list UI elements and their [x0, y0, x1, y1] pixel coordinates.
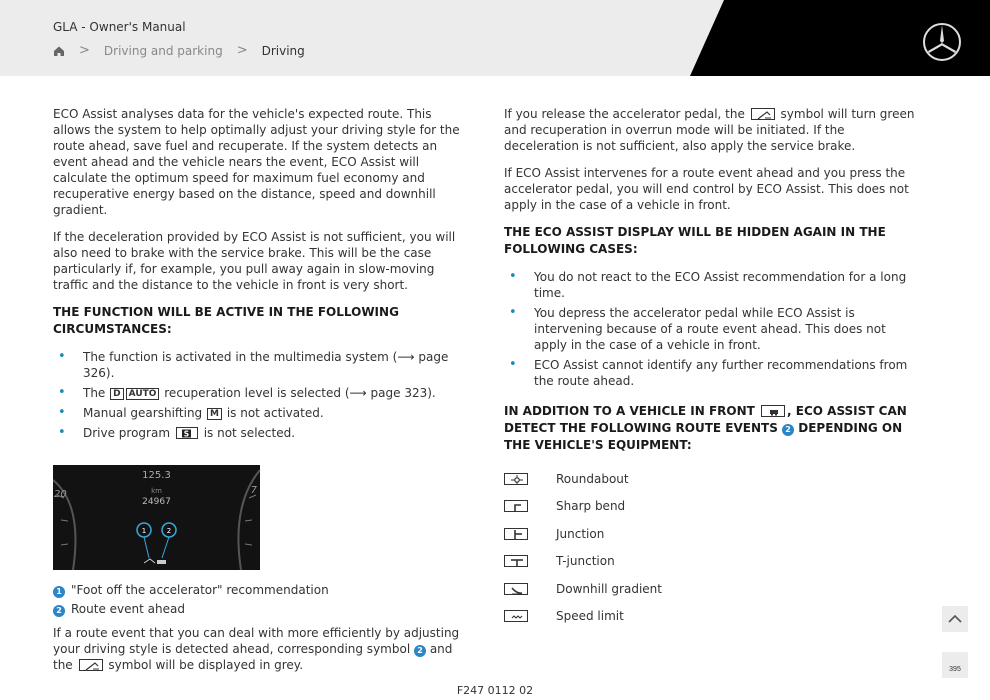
list-item: • Drive program S is not selected.	[53, 425, 465, 441]
odometer-readout: 24967	[142, 497, 171, 507]
t-junction-icon	[504, 555, 528, 567]
scroll-to-top-button[interactable]	[942, 606, 968, 632]
speed-limit-icon	[504, 610, 528, 622]
chevron-right-icon: >	[236, 43, 248, 58]
home-icon[interactable]	[53, 45, 65, 57]
foot-off-accelerator-symbol	[751, 108, 775, 120]
image-reference-code: F247 0112 02	[456, 684, 534, 697]
page-number-label: 395	[949, 665, 961, 673]
drive-program-s-symbol	[176, 427, 198, 439]
list-item: • You do not react to the ECO Assist recommendation for a long time.	[504, 269, 920, 301]
foot-off-accelerator-symbol	[79, 659, 103, 671]
svg-text:S: S	[183, 429, 190, 439]
list-item: • You depress the accelerator pedal while ECO Assist is intervening because of a route event ahead. This does not apply in the case of a vehicle in front.	[504, 305, 920, 353]
release-accelerator-paragraph: If you release the accelerator pedal, the symbol will turn green and recuperation in overrun mode will be initiated. If the deceleration is not sufficient, also apply the service brake.	[504, 107, 915, 153]
callout-2-badge: 2	[782, 424, 794, 436]
sharp-bend-icon	[504, 500, 528, 512]
active-circumstances-list	[53, 349, 465, 441]
gauge-right-number: 7	[250, 485, 257, 496]
callout-2-badge: 2	[414, 645, 426, 657]
list-item: Roundabout	[504, 465, 920, 493]
chevron-up-icon	[942, 606, 968, 632]
distance-unit: km	[151, 487, 162, 495]
active-circumstances-heading: THE FUNCTION WILL BE ACTIVE IN THE FOLLOWING CIRCUMSTANCES:	[53, 305, 399, 336]
breadcrumb	[53, 43, 305, 58]
svg-text:2: 2	[166, 527, 172, 535]
page-header	[0, 0, 990, 76]
trip-distance-readout: 125.3	[142, 470, 171, 481]
roundabout-icon	[504, 473, 528, 485]
junction-icon	[504, 528, 528, 540]
chevron-right-icon: >	[79, 43, 90, 58]
list-item: • Manual gearshifting M is not activated.	[53, 405, 465, 421]
left-column	[53, 106, 465, 684]
manual-title: GLA - Owner's Manual	[53, 20, 186, 34]
car-ahead-icon	[157, 560, 166, 564]
m-key-symbol: M	[207, 408, 222, 420]
legend-item-2: 2 Route event ahead	[53, 601, 465, 617]
downhill-gradient-icon	[504, 583, 528, 595]
auto-key-symbol: AUTO	[126, 388, 160, 400]
deceleration-paragraph: If the deceleration provided by ECO Assist is not sufficient, you will also need to brake with the service brake. This will be the case particularly if, for example, you pull away again in slow-moving traffic and the distance to the vehicle in front is very short.	[53, 230, 456, 292]
list-item: • The D AUTO recuperation level is selected (⟶ page 323).	[53, 385, 465, 401]
d-key-symbol: D	[110, 388, 123, 400]
mercedes-star-logo[interactable]	[922, 22, 962, 62]
breadcrumb-driving-and-parking[interactable]: Driving and parking	[103, 43, 223, 58]
legend-item-1: 1 "Foot off the accelerator" recommendation	[53, 582, 465, 598]
list-item: • The function is activated in the multimedia system (⟶ page 326).	[53, 349, 465, 381]
list-item: • ECO Assist cannot identify any further recommendations from the route ahead.	[504, 357, 920, 389]
display-hidden-list	[504, 269, 920, 389]
list-item: T-junction	[504, 548, 920, 576]
list-item: Speed limit	[504, 603, 920, 631]
callout-2-badge: 2	[53, 605, 65, 617]
svg-text:1: 1	[141, 527, 147, 535]
list-item: Downhill gradient	[504, 575, 920, 603]
list-item: Junction	[504, 520, 920, 548]
display-hidden-heading: THE ECO ASSIST DISPLAY WILL BE HIDDEN AGAIN IN THE FOLLOWING CASES:	[504, 225, 886, 256]
grey-symbol-paragraph: If a route event that you can deal with more efficiently by adjusting your driving style is detected ahead, corresponding symbol 2 and the symbol will be displayed in grey.	[53, 626, 460, 672]
foot-off-icon	[144, 559, 155, 563]
list-item: Sharp bend	[504, 493, 920, 521]
instrument-cluster-image	[53, 465, 260, 570]
route-events-list	[504, 465, 920, 630]
breadcrumb-driving: Driving	[261, 43, 305, 58]
intervention-paragraph: If ECO Assist intervenes for a route event ahead and you press the accelerator pedal, you will end control by ECO Assist. This does not apply in the case of a vehicle in front.	[504, 166, 909, 212]
page-number-button[interactable]	[942, 652, 968, 678]
gauge-left-number: 20	[54, 489, 67, 500]
route-events-heading: IN ADDITION TO A VEHICLE IN FRONT , ECO ASSIST CAN DETECT THE FOLLOWING ROUTE EVENTS 2 DEPENDING ON THE VEHICLE'S EQUIPMENT:	[504, 404, 907, 452]
right-column	[504, 106, 920, 630]
callout-1-badge: 1	[53, 586, 65, 598]
vehicle-in-front-symbol	[761, 405, 785, 417]
intro-paragraph: ECO Assist analyses data for the vehicle's expected route. This allows the system to help optimally adjust your driving style for the route ahead, save fuel and recuperate. If the system detects an event ahead and the vehicle nears the event, ECO Assist will calculate the optimum speed for maximum fuel economy and recuperative energy based on the distance, speed and downhill gradient.	[53, 107, 460, 217]
